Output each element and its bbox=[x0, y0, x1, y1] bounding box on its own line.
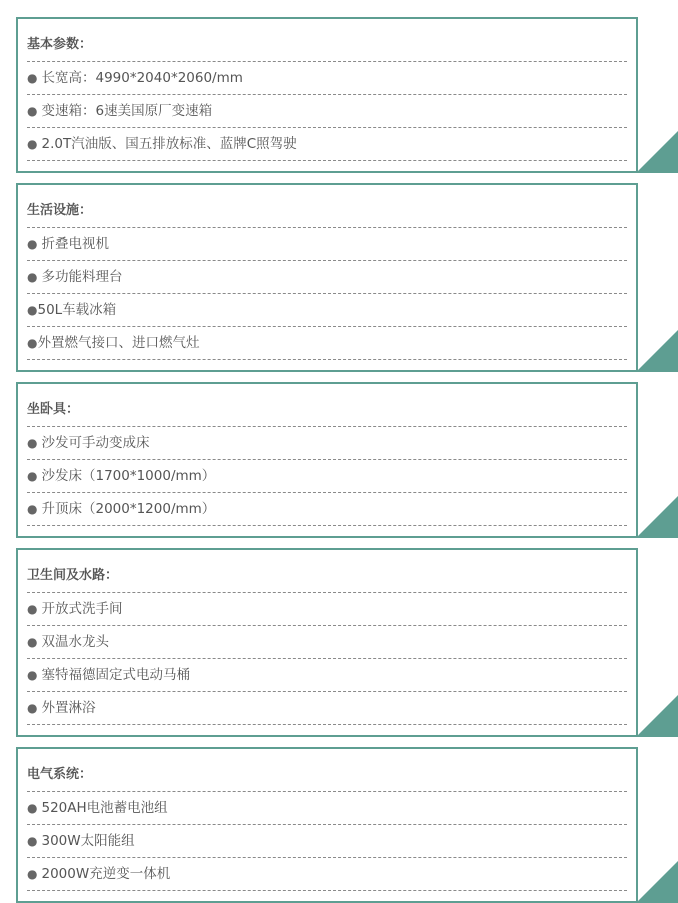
bullet-icon: ● bbox=[27, 867, 38, 881]
list-item: ● 2000W充逆变一体机 bbox=[27, 858, 627, 891]
bullet-icon: ● bbox=[27, 834, 38, 848]
list-item: ● 沙发床（1700*1000/mm） bbox=[27, 460, 627, 493]
list-item: ● 变速箱：6速美国原厂变速箱 bbox=[27, 95, 627, 128]
bullet-icon: ● bbox=[27, 436, 38, 450]
corner-triangle-decoration bbox=[636, 861, 678, 903]
bullet-icon: ● bbox=[27, 469, 38, 483]
bullet-icon: ● bbox=[27, 336, 38, 350]
list-item: ● 折叠电视机 bbox=[27, 228, 627, 261]
bullet-icon: ● bbox=[27, 602, 38, 616]
corner-triangle-decoration bbox=[636, 496, 678, 538]
section-card-bathroom-water bbox=[16, 548, 638, 737]
section-card-electrical bbox=[16, 747, 638, 903]
section-card-living-facilities bbox=[16, 183, 638, 372]
bullet-icon: ● bbox=[27, 502, 38, 516]
corner-triangle-decoration bbox=[636, 330, 678, 372]
bullet-icon: ● bbox=[27, 635, 38, 649]
bullet-icon: ● bbox=[27, 701, 38, 715]
bullet-icon: ● bbox=[27, 71, 38, 85]
bullet-icon: ● bbox=[27, 104, 38, 118]
list-item: ●50L车载冰箱 bbox=[27, 294, 627, 327]
corner-triangle-decoration bbox=[636, 131, 678, 173]
corner-triangle-decoration bbox=[636, 695, 678, 737]
section-title: 卫生间及水路： bbox=[27, 550, 627, 593]
bullet-icon: ● bbox=[27, 801, 38, 815]
list-item: ● 300W太阳能组 bbox=[27, 825, 627, 858]
bullet-icon: ● bbox=[27, 237, 38, 251]
bullet-icon: ● bbox=[27, 137, 38, 151]
list-item: ● 升顶床（2000*1200/mm） bbox=[27, 493, 627, 526]
bullet-icon: ● bbox=[27, 668, 38, 682]
section-card-sleeping bbox=[16, 382, 638, 538]
list-item: ● 2.0T汽油版、国五排放标准、蓝牌C照驾驶 bbox=[27, 128, 627, 161]
section-card-basic-params bbox=[16, 17, 638, 173]
list-item: ● 520AH电池蓄电池组 bbox=[27, 792, 627, 825]
list-item: ● 外置淋浴 bbox=[27, 692, 627, 725]
section-title: 生活设施： bbox=[27, 185, 627, 228]
bullet-icon: ● bbox=[27, 270, 38, 284]
section-title: 坐卧具： bbox=[27, 384, 627, 427]
list-item: ●外置燃气接口、进口燃气灶 bbox=[27, 327, 627, 360]
section-title: 基本参数： bbox=[27, 19, 627, 62]
list-item: ● 塞特福德固定式电动马桶 bbox=[27, 659, 627, 692]
list-item: ● 多功能料理台 bbox=[27, 261, 627, 294]
section-title: 电气系统： bbox=[27, 749, 627, 792]
list-item: ● 双温水龙头 bbox=[27, 626, 627, 659]
list-item: ● 长宽高：4990*2040*2060/mm bbox=[27, 62, 627, 95]
bullet-icon: ● bbox=[27, 303, 38, 317]
list-item: ● 开放式洗手间 bbox=[27, 593, 627, 626]
list-item: ● 沙发可手动变成床 bbox=[27, 427, 627, 460]
